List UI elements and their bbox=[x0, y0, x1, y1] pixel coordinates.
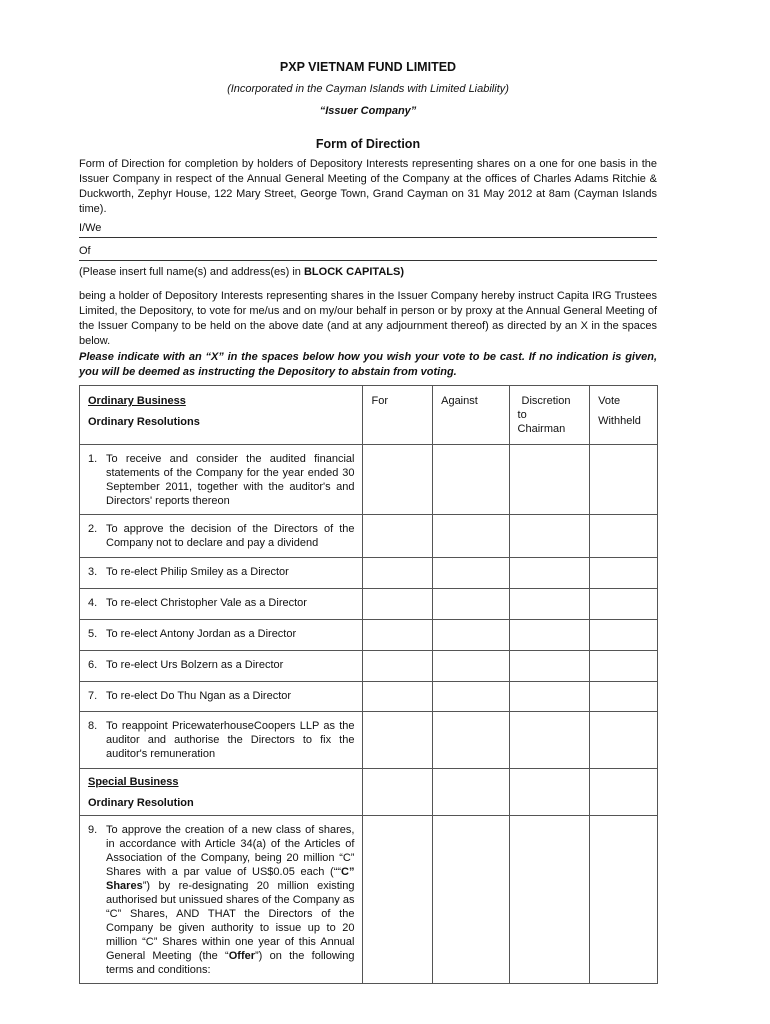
resolution-text: To receive and consider the audited financial statements of the Company for the year ended 30 September 2011, together with the auditor's and Directors' reports thereon bbox=[106, 453, 355, 507]
vote-discretion-box[interactable] bbox=[509, 620, 590, 651]
vote-withheld-box[interactable] bbox=[590, 816, 658, 984]
column-against-label: Against bbox=[441, 395, 478, 407]
vote-for-box[interactable] bbox=[363, 558, 433, 589]
discretion-line-3: Chairman bbox=[517, 423, 566, 435]
vote-discretion-box[interactable] bbox=[509, 712, 590, 769]
resolution-9-text-e: ”) on the following terms and conditions: bbox=[106, 950, 355, 976]
section-header-cell bbox=[80, 386, 363, 445]
empty-cell bbox=[509, 769, 590, 816]
table-row bbox=[80, 651, 658, 682]
column-against bbox=[433, 386, 509, 445]
vote-against-box[interactable] bbox=[433, 558, 509, 589]
vote-withheld-box[interactable] bbox=[590, 682, 658, 712]
resolution-1-cell bbox=[80, 445, 363, 515]
empty-cell bbox=[433, 769, 509, 816]
resolution-number: 8. bbox=[88, 720, 98, 732]
ordinary-resolutions-heading: Ordinary Resolutions bbox=[88, 416, 200, 428]
table-row bbox=[80, 682, 658, 712]
table-row bbox=[80, 445, 658, 515]
resolution-9-text-c: ”) by re-designating 20 million existing authorised but unissued shares of the Company as “C” Shares, AND THAT the Directors of the Company be given authority to issue up to 20 million “C” Shares within one year of this Annual General Meeting (the “ bbox=[106, 880, 355, 962]
vote-line-2: Withheld bbox=[598, 415, 641, 427]
resolution-8-cell bbox=[80, 712, 363, 769]
resolution-7-cell bbox=[80, 682, 363, 712]
vote-for-box[interactable] bbox=[363, 589, 433, 620]
table-header-row bbox=[80, 386, 658, 445]
resolution-text: To re-elect Urs Bolzern as a Director bbox=[106, 659, 284, 671]
voting-table bbox=[79, 385, 658, 984]
resolution-number: 9. bbox=[88, 824, 98, 836]
vote-withheld-box[interactable] bbox=[590, 712, 658, 769]
empty-cell bbox=[363, 769, 433, 816]
resolution-number: 7. bbox=[88, 690, 98, 702]
vote-for-box[interactable] bbox=[363, 651, 433, 682]
vote-against-box[interactable] bbox=[433, 682, 509, 712]
resolution-text: To re-elect Christopher Vale as a Director bbox=[106, 597, 307, 609]
resolution-number: 3. bbox=[88, 566, 98, 578]
empty-cell bbox=[590, 769, 658, 816]
resolution-2-cell bbox=[80, 515, 363, 558]
of-field[interactable] bbox=[79, 245, 657, 261]
column-discretion bbox=[509, 386, 590, 445]
fund-title: PXP VIETNAM FUND LIMITED bbox=[279, 60, 457, 74]
table-row bbox=[80, 558, 658, 589]
vote-against-box[interactable] bbox=[433, 651, 509, 682]
vote-for-box[interactable] bbox=[363, 620, 433, 651]
discretion-line-2: to bbox=[517, 409, 527, 421]
resolution-number: 2. bbox=[88, 523, 98, 535]
incorporation-note: (Incorporated in the Cayman Islands with Limited Liability) bbox=[227, 83, 509, 95]
insert-note bbox=[79, 266, 404, 278]
vote-against-box[interactable] bbox=[433, 445, 509, 515]
vote-discretion-box[interactable] bbox=[509, 445, 590, 515]
table-row bbox=[80, 515, 658, 558]
resolution-9-defined-term: C” Shares bbox=[106, 866, 355, 892]
insert-note-bold: BLOCK CAPITALS) bbox=[303, 266, 404, 278]
vote-for-box[interactable] bbox=[363, 816, 433, 984]
resolution-number: 4. bbox=[88, 597, 98, 609]
resolution-text: To approve the decision of the Directors of the Company not to declare and pay a dividend bbox=[106, 523, 355, 549]
discretion-line-1: Discretion bbox=[521, 395, 571, 407]
vote-discretion-box[interactable] bbox=[509, 589, 590, 620]
vote-line-1: Vote bbox=[598, 395, 621, 407]
vote-for-box[interactable] bbox=[363, 515, 433, 558]
intro-paragraph: Form of Direction for completion by holders of Depository Interests representing shares on a one for one basis in the Issuer Company in respect of the Annual General Meeting of the Company at the offices of Charles Adams Ritchie & Duckworth, Zephyr House, 122 Mary Street, George Town, Grand Cayman on 31 May 2012 at 8am (Cayman Islands time). bbox=[79, 158, 657, 215]
special-business-heading: Special Business bbox=[88, 776, 179, 788]
instruction-paragraph: being a holder of Depository Interests representing shares in the Issuer Company hereby instruct Capita IRG Trustees Limited, the Depository, to vote for me/us and on my/our behalf in person or by proxy at the Annual General Meeting of the Issuer Company to be held on the above date (and at any adjournment thereof) as directed by an X in the spaces below. bbox=[79, 290, 657, 347]
table-row bbox=[80, 589, 658, 620]
vote-withheld-box[interactable] bbox=[590, 558, 658, 589]
column-for-label: For bbox=[371, 395, 388, 407]
vote-discretion-box[interactable] bbox=[509, 558, 590, 589]
vote-withheld-box[interactable] bbox=[590, 445, 658, 515]
table-row bbox=[80, 620, 658, 651]
vote-withheld-box[interactable] bbox=[590, 589, 658, 620]
resolution-9-offer-term: Offer bbox=[228, 950, 255, 962]
vote-withheld-box[interactable] bbox=[590, 651, 658, 682]
resolution-5-cell bbox=[80, 620, 363, 651]
resolution-number: 6. bbox=[88, 659, 98, 671]
table-row bbox=[80, 712, 658, 769]
iwe-label: I/We bbox=[79, 222, 102, 234]
issuer-label: “Issuer Company” bbox=[319, 105, 417, 117]
column-for bbox=[363, 386, 433, 445]
table-row bbox=[80, 816, 658, 984]
vote-discretion-box[interactable] bbox=[509, 816, 590, 984]
resolution-number: 5. bbox=[88, 628, 98, 640]
iwe-field[interactable] bbox=[79, 222, 657, 238]
vote-discretion-box[interactable] bbox=[509, 515, 590, 558]
vote-against-box[interactable] bbox=[433, 620, 509, 651]
special-business-cell bbox=[80, 769, 363, 816]
resolution-number: 1. bbox=[88, 453, 98, 465]
resolution-6-cell bbox=[80, 651, 363, 682]
vote-discretion-box[interactable] bbox=[509, 651, 590, 682]
resolution-9-text-a: To approve the creation of a new class of shares, in accordance with Article 34(a) of the Articles of Association of the Company, being 20 million “C” Shares with a par value of US$0.05 each (““ bbox=[106, 824, 355, 878]
vote-for-box[interactable] bbox=[363, 682, 433, 712]
vote-against-box[interactable] bbox=[433, 515, 509, 558]
resolution-4-cell bbox=[80, 589, 363, 620]
resolution-text: To re-elect Philip Smiley as a Director bbox=[106, 566, 289, 578]
ordinary-resolution-heading: Ordinary Resolution bbox=[88, 797, 194, 809]
form-title: Form of Direction bbox=[315, 137, 421, 151]
special-business-row bbox=[80, 769, 658, 816]
vote-for-box[interactable] bbox=[363, 712, 433, 769]
resolution-text bbox=[106, 823, 354, 977]
resolution-9-cell bbox=[80, 816, 363, 984]
vote-instruction: Please indicate with an “X” in the spaces below how you wish your vote to be cast. If no indication is given, you will be deemed as instructing the Depository to abstain from voting. bbox=[79, 351, 657, 378]
of-label: Of bbox=[79, 245, 91, 257]
column-vote-withheld bbox=[590, 386, 658, 445]
vote-withheld-box[interactable] bbox=[590, 620, 658, 651]
vote-against-box[interactable] bbox=[433, 712, 509, 769]
vote-discretion-box[interactable] bbox=[509, 682, 590, 712]
vote-for-box[interactable] bbox=[363, 445, 433, 515]
vote-withheld-box[interactable] bbox=[590, 515, 658, 558]
resolution-3-cell bbox=[80, 558, 363, 589]
resolution-text: To reappoint PricewaterhouseCoopers LLP as the auditor and authorise the Directors to fix the auditor's remuneration bbox=[106, 720, 355, 760]
insert-note-text: (Please insert full name(s) and address(es) in bbox=[79, 266, 304, 278]
vote-against-box[interactable] bbox=[433, 816, 509, 984]
ordinary-business-heading: Ordinary Business bbox=[88, 395, 186, 407]
resolution-text: To re-elect Antony Jordan as a Director bbox=[106, 628, 297, 640]
resolution-text: To re-elect Do Thu Ngan as a Director bbox=[106, 690, 292, 702]
vote-against-box[interactable] bbox=[433, 589, 509, 620]
